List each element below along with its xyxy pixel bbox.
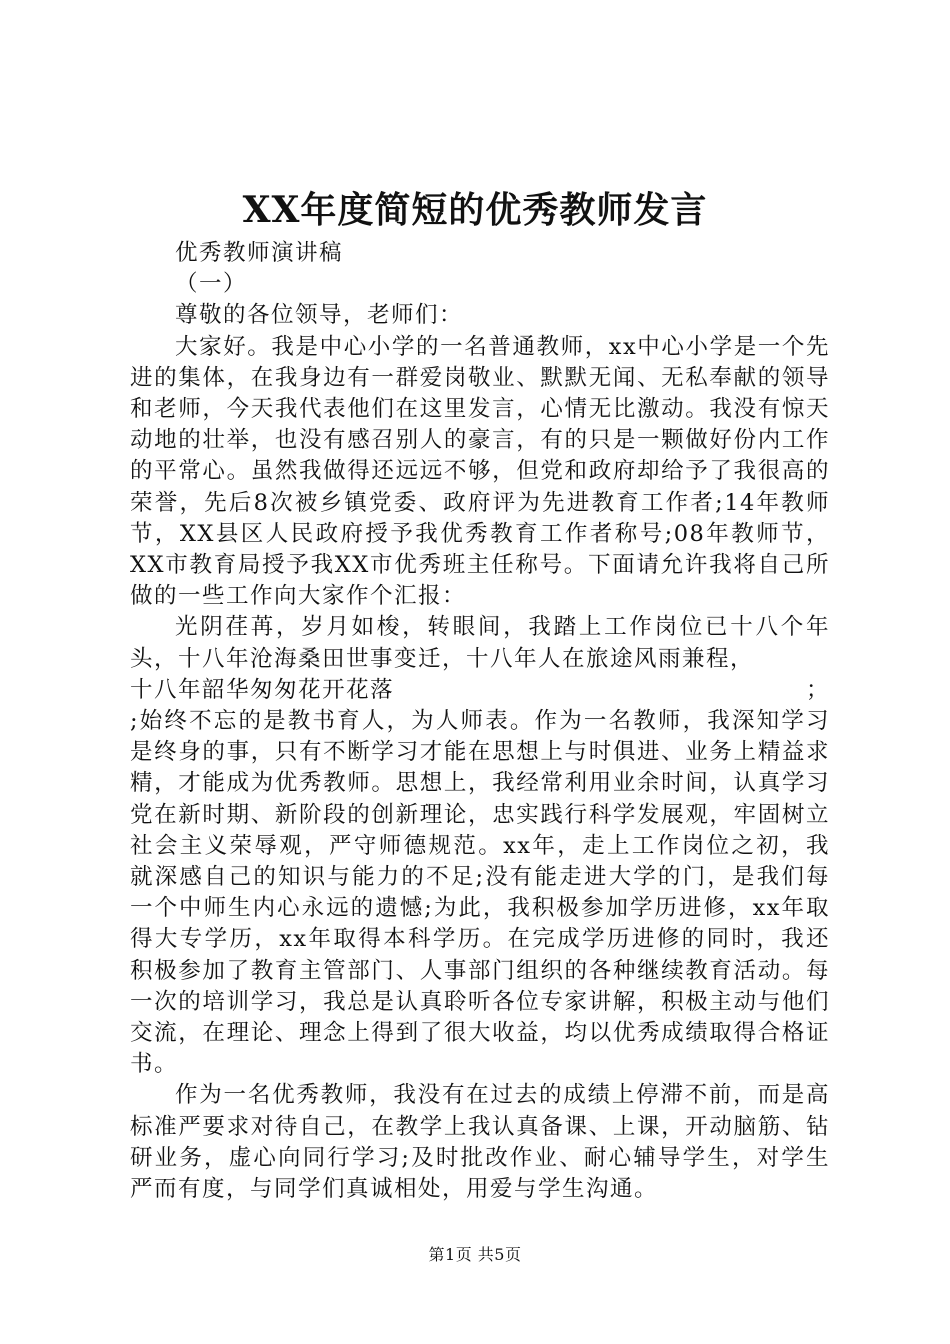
spread-char: 华 <box>226 676 251 703</box>
spread-char: 花 <box>298 676 323 703</box>
paragraph-2-spread-line <box>130 675 830 706</box>
salutation: 尊敬的各位领导，老师们： <box>175 302 464 329</box>
spread-char: 匆 <box>274 676 299 703</box>
paragraph-2-lead: 光阴荏苒，岁月如梭，转眼间，我踏上工作岗位已十八个年头，十八年沧海桑田世事变迁，十八年人在旅途风雨兼程， <box>130 614 830 672</box>
document-subtitle: 优秀教师演讲稿 <box>175 240 344 266</box>
spread-char: 花 <box>346 676 371 703</box>
document-body <box>130 238 830 1205</box>
section-marker: （一） <box>175 271 248 298</box>
spread-char: 十 <box>130 676 155 703</box>
spread-char: ； <box>805 676 830 703</box>
spread-char: 八 <box>154 676 179 703</box>
document-title: XX年度简短的优秀教师发言 <box>242 189 708 231</box>
paragraph-3: 作为一名优秀教师，我没有在过去的成绩上停滞不前，而是高标准严要求对待自己，在教学上我认真备课、上课，开动脑筋、钻研业务，虚心向同行学习;及时批改作业、耐心辅导学生，对学生严而有度，与同学们真诚相处，用爱与学生沟通。 <box>130 1082 830 1203</box>
spread-char: 落 <box>370 676 395 703</box>
spread-char: 匆 <box>250 676 275 703</box>
paragraph-1: 大家好。我是中心小学的一名普通教师，xx中心小学是一个先进的集体，在我身边有一群爱岗敬业、默默无闻、无私奉献的领导和老师，今天我代表他们在这里发言，心情无比激动。我没有惊天动地的壮举，也没有感召别人的豪言，有的只是一颗做好份内工作的平常心。虽然我做得还远远不够，但党和政府却给予了我很高的荣誉，先后8次被乡镇党委、政府评为先进教育工作者;14年教师节，XX县区人民政府授予我优秀教育工作者称号;08年教师节，XX市教育局授予我XX市优秀班主任称号。下面请允许我将自己所做的一些工作向大家作个汇报： <box>130 333 830 610</box>
spread-char: 年 <box>178 676 203 703</box>
spread-char: 开 <box>322 676 347 703</box>
page-footer: 第1页 共5页 <box>428 1245 522 1264</box>
paragraph-2-rest: ;始终不忘的是教书育人，为人师表。作为一名教师，我深知学习是终身的事，只有不断学习才能在思想上与时俱进、业务上精益求精，才能成为优秀教师。思想上，我经常利用业余时间，认真学习党在新时期、新阶段的创新理论，忠实践行科学发展观，牢固树立社会主义荣辱观，严守师德规范。xx年，走上工作岗位之初，我就深感自己的知识与能力的不足;没有能走进大学的门，是我们每一个中师生内心永远的遗憾;为此，我积极参加学历进修，xx年取得大专学历，xx年取得本科学历。在完成学历进修的同时，我还积极参加了教育主管部门、人事部门组织的各种继续教育活动。每一次的培训学习，我总是认真聆听各位专家讲解，积极主动与他们交流，在理论、理念上得到了很大收益，均以优秀成绩取得合格证书。 <box>130 708 830 1078</box>
spread-char: 韶 <box>202 676 227 703</box>
